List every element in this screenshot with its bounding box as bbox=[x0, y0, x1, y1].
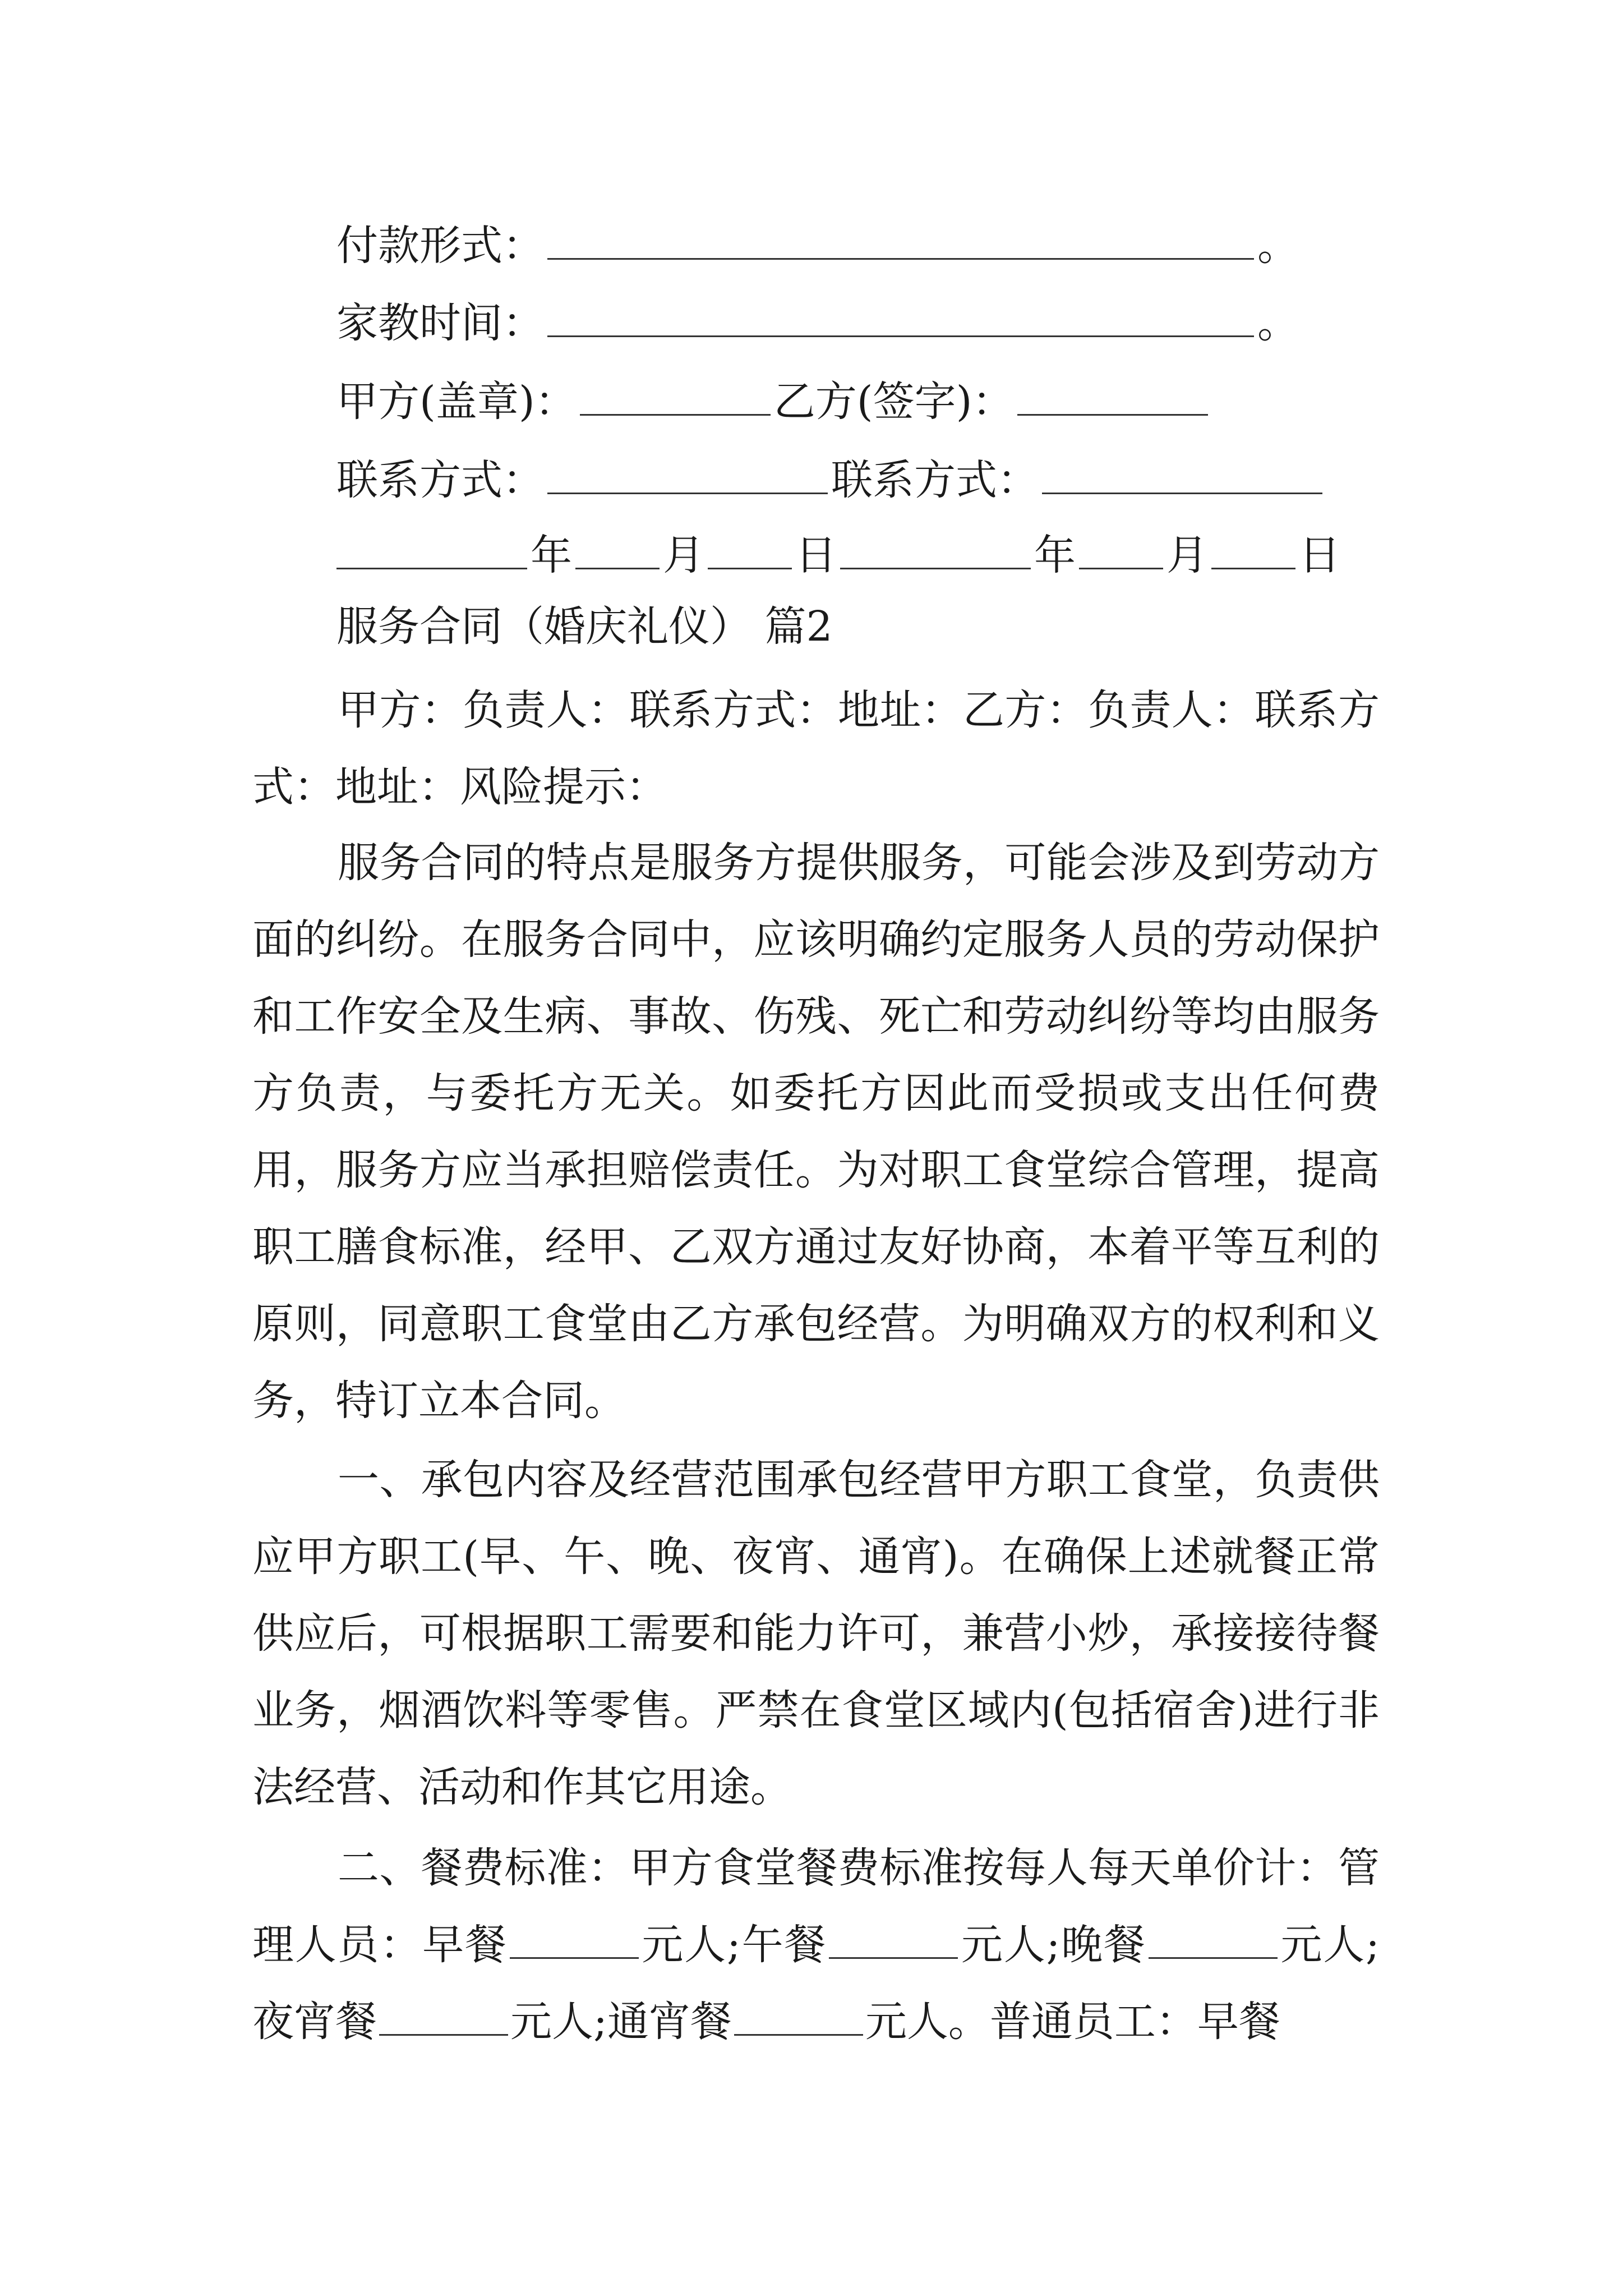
contact-a-blank[interactable] bbox=[547, 453, 828, 494]
party-b-sign-label: 乙方(签字)： bbox=[773, 378, 1014, 426]
date-b-month: 月 bbox=[1166, 531, 1208, 579]
date-a-year: 年 bbox=[531, 531, 572, 579]
night-meal-blank[interactable] bbox=[379, 2000, 508, 2036]
clause-2-night: 夜宵餐 bbox=[252, 1998, 377, 2046]
contact-a-label: 联系方式： bbox=[336, 456, 544, 504]
tutoring-time-line bbox=[336, 296, 1299, 347]
tutoring-time-label: 家教时间： bbox=[336, 299, 544, 347]
clause-2-intro: 二、餐费标准：甲方食堂餐费标准按每人每天单价计：管理人员：早餐 bbox=[252, 1844, 1380, 1969]
section-title: 服务合同（婚庆礼仪） 篇2 bbox=[336, 602, 833, 651]
date-b-day-blank[interactable] bbox=[1211, 528, 1295, 569]
clause-2-tail: 元人。普通员工：早餐 bbox=[865, 1998, 1280, 2046]
clause-2-lunch: 午餐 bbox=[740, 1921, 827, 1969]
clause-2-overnight: 通宵餐 bbox=[607, 1998, 732, 2046]
contact-b-blank[interactable] bbox=[1042, 453, 1322, 494]
tutoring-time-blank[interactable] bbox=[547, 296, 1254, 337]
payment-form-label: 付款形式： bbox=[336, 222, 544, 270]
party-b-sign-blank[interactable] bbox=[1017, 375, 1208, 416]
date-a-day-blank[interactable] bbox=[708, 528, 792, 569]
date-b-day: 日 bbox=[1299, 531, 1340, 579]
clause-2-yuan-1: 元人; bbox=[640, 1921, 741, 1969]
clause-1-paragraph: 一、承包内容及经营范围承包经营甲方职工食堂，负责供应甲方职工(早、午、晚、夜宵、通宵)。在确保上述就餐正常供应后，可根据职工需要和能力许可，兼营小炒，承接接待餐业务，烟酒饮料等零售。严禁在食堂区域内(包括宿舍)进行非法经营、活动和作其它用途。 bbox=[252, 1456, 1380, 1811]
party-a-seal-label: 甲方(盖章)： bbox=[336, 378, 577, 426]
date-a-day: 日 bbox=[795, 531, 837, 579]
lunch-blank[interactable] bbox=[829, 1924, 958, 1959]
payment-form-blank[interactable] bbox=[547, 219, 1254, 260]
payment-form-end: 。 bbox=[1257, 222, 1299, 270]
dinner-blank[interactable] bbox=[1149, 1924, 1278, 1959]
contact-b-label: 联系方式： bbox=[831, 456, 1039, 504]
breakfast-blank[interactable] bbox=[510, 1924, 639, 1959]
date-b-year: 年 bbox=[1034, 531, 1076, 579]
clause-2-paragraph bbox=[252, 1830, 1380, 2060]
clause-2-yuan-3: 元人; bbox=[1279, 1921, 1380, 1969]
signature-line bbox=[336, 375, 1211, 426]
clause-2-dinner: 晚餐 bbox=[1060, 1921, 1146, 1969]
date-a-month: 月 bbox=[663, 531, 704, 579]
party-a-seal-blank[interactable] bbox=[580, 375, 771, 416]
overnight-meal-blank[interactable] bbox=[734, 2000, 863, 2036]
date-a-year-blank[interactable] bbox=[336, 528, 527, 569]
clause-2-yuan-2: 元人; bbox=[960, 1921, 1061, 1969]
payment-form-line bbox=[336, 219, 1299, 270]
date-line bbox=[336, 528, 1340, 579]
risk-paragraph: 服务合同的特点是服务方提供服务，可能会涉及到劳动方面的纠纷。在服务合同中，应该明确约定服务人员的劳动保护和工作安全及生病、事故、伤残、死亡和劳动纠纷等均由服务方负责，与委托方无关。如委托方因此而受损或支出任何费用，服务方应当承担赔偿责任。为对职工食堂综合管理，提高职工膳食标准，经甲、乙双方通过友好协商，本着平等互利的原则，同意职工食堂由乙方承包经营。为明确双方的权利和义务，特订立本合同。 bbox=[252, 839, 1380, 1425]
tutoring-time-end: 。 bbox=[1257, 299, 1299, 347]
clause-2-yuan-4: 元人; bbox=[510, 1998, 607, 2046]
date-b-year-blank[interactable] bbox=[840, 528, 1031, 569]
date-a-month-blank[interactable] bbox=[575, 528, 660, 569]
parties-paragraph: 甲方：负责人：联系方式：地址：乙方：负责人：联系方式：地址：风险提示： bbox=[252, 686, 1380, 811]
date-b-month-blank[interactable] bbox=[1079, 528, 1163, 569]
contact-line bbox=[336, 453, 1326, 504]
